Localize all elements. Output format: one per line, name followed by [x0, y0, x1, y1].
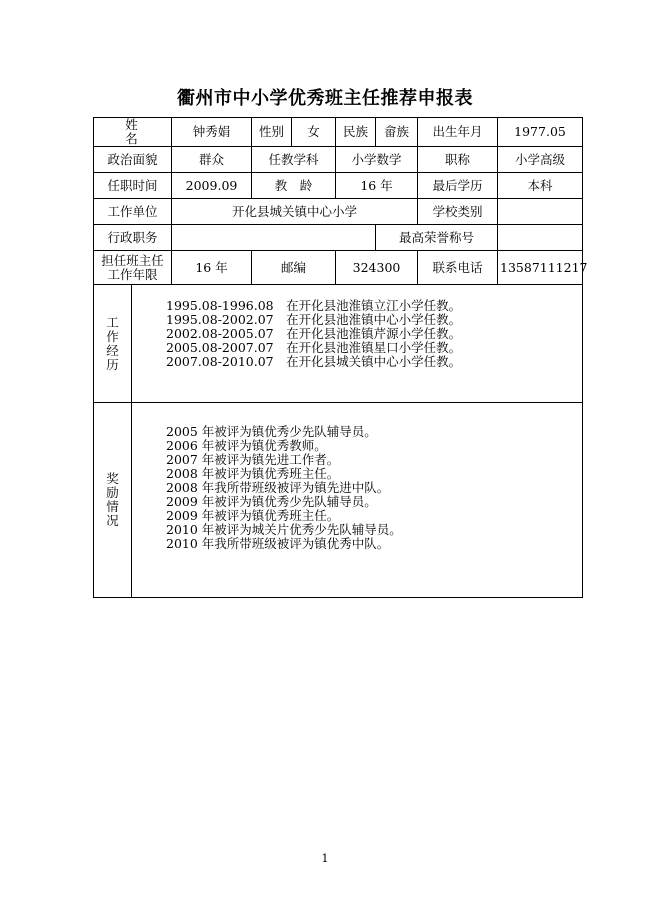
head-years-value: 16 年 — [172, 251, 252, 285]
start-label: 任职时间 — [94, 173, 172, 199]
political-value: 群众 — [172, 147, 252, 173]
experience-line: 1995.08-2002.07 在开化县池淮镇中心小学任教。 — [166, 312, 462, 327]
subject-label: 任教学科 — [252, 147, 336, 173]
award-line: 2005 年被评为镇优秀少先队辅导员。 — [166, 424, 377, 439]
experience-content — [132, 285, 583, 403]
row-experience — [94, 285, 583, 403]
page-number: 1 — [321, 852, 329, 865]
work-unit-value: 开化县城关镇中心小学 — [172, 199, 418, 225]
teaching-years-label: 教 龄 — [252, 173, 336, 199]
awards-label-char: 况 — [106, 513, 119, 528]
school-type-label: 学校类别 — [418, 199, 498, 225]
subject-value: 小学数学 — [336, 147, 418, 173]
phone-label: 联系电话 — [418, 251, 498, 285]
awards-content — [132, 403, 583, 598]
teaching-years-value: 16 年 — [336, 173, 418, 199]
name-label: 姓 名 — [94, 118, 172, 147]
row-basic-info — [94, 118, 583, 147]
ethnicity-label: 民族 — [336, 118, 376, 147]
award-line: 2010 年我所带班级被评为镇优秀中队。 — [166, 536, 390, 551]
award-line: 2008 年被评为镇优秀班主任。 — [166, 466, 340, 481]
experience-label — [94, 285, 132, 403]
experience-label-char: 历 — [106, 356, 119, 372]
political-label: 政治面貌 — [94, 147, 172, 173]
award-line: 2009 年被评为镇优秀班主任。 — [166, 508, 340, 523]
job-title-label: 职称 — [418, 147, 498, 173]
ethnicity-value: 畲族 — [376, 118, 418, 147]
award-line: 2008 年我所带班级被评为镇先进中队。 — [166, 480, 390, 495]
name-value: 钟秀娟 — [172, 118, 252, 147]
row-work-unit — [94, 199, 583, 225]
experience-line: 2005.08-2007.07 在开化县池淮镇星口小学任教。 — [166, 340, 462, 355]
admin-post-value — [172, 225, 376, 251]
award-line: 2006 年被评为镇优秀教师。 — [166, 438, 327, 453]
gender-value: 女 — [292, 118, 336, 147]
row-head-teacher — [94, 251, 583, 285]
work-unit-label: 工作单位 — [94, 199, 172, 225]
postcode-label: 邮编 — [252, 251, 336, 285]
education-label: 最后学历 — [418, 173, 498, 199]
awards-label-char: 奖 — [106, 471, 119, 486]
experience-label-char: 工 — [106, 314, 119, 330]
birth-label: 出生年月 — [418, 118, 498, 147]
experience-label-char: 作 — [106, 328, 119, 344]
gender-label: 性别 — [252, 118, 292, 147]
job-title-value: 小学高级 — [498, 147, 583, 173]
awards-label-char: 励 — [106, 485, 119, 500]
head-years-label — [94, 251, 172, 285]
experience-label-char: 经 — [106, 342, 119, 358]
postcode-value: 324300 — [336, 251, 418, 285]
head-years-label-line2: 工作年限 — [107, 266, 158, 282]
birth-value: 1977.05 — [498, 118, 583, 147]
award-line: 2009 年被评为镇优秀少先队辅导员。 — [166, 494, 377, 509]
application-form-table — [93, 117, 588, 598]
award-line: 2007 年被评为镇先进工作者。 — [166, 452, 340, 467]
row-political — [94, 147, 583, 173]
start-value: 2009.09 — [172, 173, 252, 199]
form-title: 衢州市中小学优秀班主任推荐申报表 — [177, 88, 473, 109]
phone-value: 13587111217 — [498, 251, 583, 285]
row-awards — [94, 403, 583, 598]
experience-line: 2002.08-2005.07 在开化县池淮镇芹源小学任教。 — [166, 326, 462, 341]
education-value: 本科 — [498, 173, 583, 199]
honor-label: 最高荣誉称号 — [376, 225, 498, 251]
admin-post-label: 行政职务 — [94, 225, 172, 251]
row-admin — [94, 225, 583, 251]
experience-line: 1995.08-1996.08 在开化县池淮镇立江小学任教。 — [166, 298, 462, 313]
awards-label — [94, 403, 132, 598]
school-type-value — [498, 199, 583, 225]
awards-label-char: 情 — [106, 499, 119, 514]
award-line: 2010 年被评为城关片优秀少先队辅导员。 — [166, 522, 402, 537]
experience-line: 2007.08-2010.07 在开化县城关镇中心小学任教。 — [166, 354, 462, 369]
head-years-label-line1: 担任班主任 — [101, 252, 164, 268]
row-tenure — [94, 173, 583, 199]
honor-value — [498, 225, 583, 251]
